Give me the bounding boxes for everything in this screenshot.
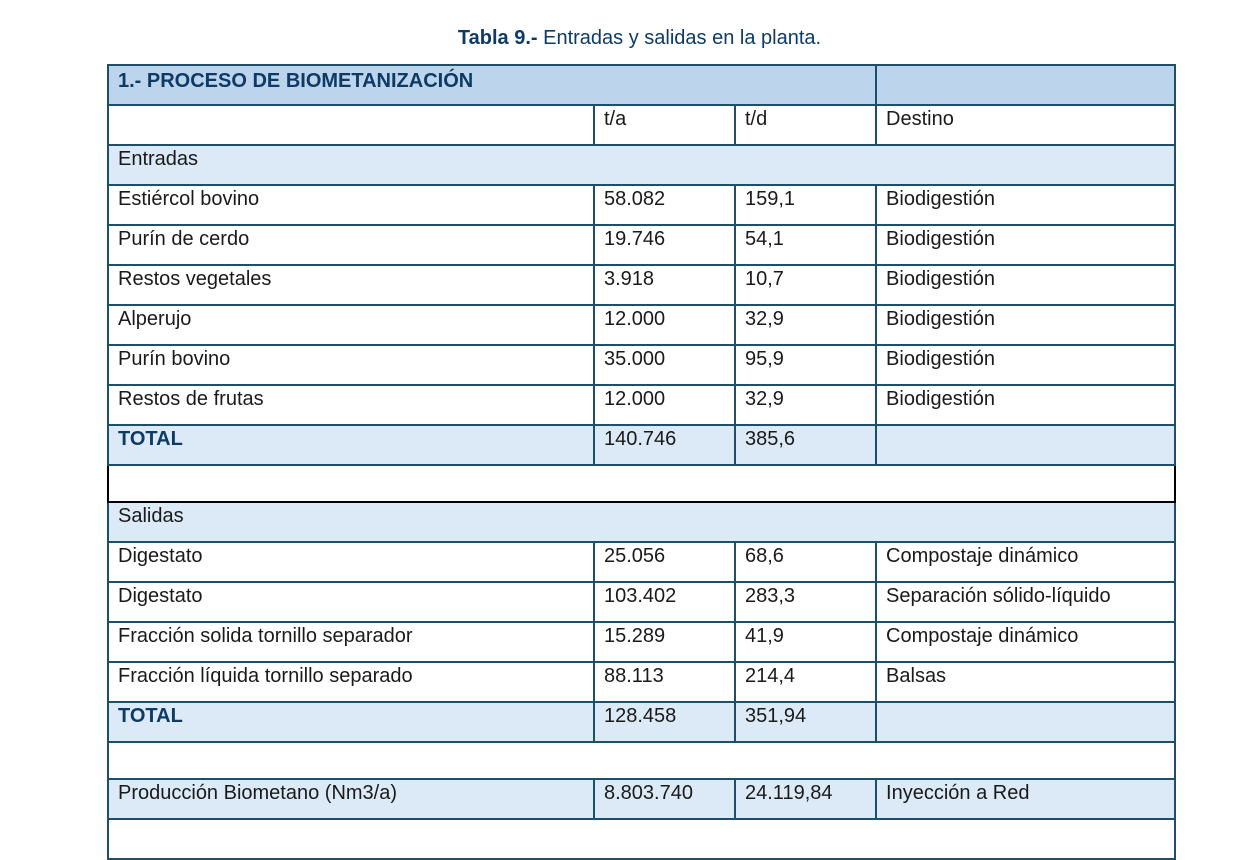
produccion-td: 24.119,84: [735, 779, 876, 819]
row-destino: Separación sólido-líquido: [876, 582, 1175, 622]
row-name: Alperujo: [108, 305, 594, 345]
row-td: 68,6: [735, 542, 876, 582]
row-destino: Biodigestión: [876, 305, 1175, 345]
row-ta: 12.000: [594, 305, 735, 345]
total-td: 385,6: [735, 425, 876, 465]
column-header-row: [108, 105, 1175, 145]
entradas-total-row: [108, 425, 1175, 465]
section-title: 1.- PROCESO DE BIOMETANIZACIÓN: [108, 65, 876, 105]
salidas-total-row: [108, 702, 1175, 742]
row-ta: 3.918: [594, 265, 735, 305]
spacer-row: [108, 465, 1175, 502]
spacer-cell: [108, 742, 1175, 779]
total-ta: 140.746: [594, 425, 735, 465]
row-destino: Compostaje dinámico: [876, 542, 1175, 582]
section-header-empty: [876, 65, 1175, 105]
salidas-band: [108, 502, 1175, 542]
spacer-cell: [108, 465, 1175, 502]
trailing-cell: [108, 819, 1175, 859]
row-destino: Compostaje dinámico: [876, 622, 1175, 662]
column-header-empty: [108, 105, 594, 145]
table-row: [108, 345, 1175, 385]
column-header-ta: t/a: [594, 105, 735, 145]
row-destino: Biodigestión: [876, 385, 1175, 425]
row-td: 32,9: [735, 385, 876, 425]
row-ta: 19.746: [594, 225, 735, 265]
total-destino-empty: [876, 702, 1175, 742]
table-row: [108, 305, 1175, 345]
column-header-destino: Destino: [876, 105, 1175, 145]
row-name: Digestato: [108, 582, 594, 622]
row-td: 41,9: [735, 622, 876, 662]
caption-prefix: Tabla 9.-: [457, 27, 538, 49]
salidas-label: Salidas: [108, 502, 1175, 542]
table-row: [108, 185, 1175, 225]
row-td: 54,1: [735, 225, 876, 265]
row-destino: Biodigestión: [876, 225, 1175, 265]
column-header-td: t/d: [735, 105, 876, 145]
table-row: [108, 225, 1175, 265]
row-name: Fracción líquida tornillo separado: [108, 662, 594, 702]
row-td: 95,9: [735, 345, 876, 385]
produccion-ta: 8.803.740: [594, 779, 735, 819]
total-label: TOTAL: [108, 702, 594, 742]
total-label: TOTAL: [108, 425, 594, 465]
row-name: Fracción solida tornillo separador: [108, 622, 594, 662]
entradas-label: Entradas: [108, 145, 1175, 185]
total-td: 351,94: [735, 702, 876, 742]
row-name: Purín de cerdo: [108, 225, 594, 265]
row-td: 159,1: [735, 185, 876, 225]
row-ta: 25.056: [594, 542, 735, 582]
produccion-row: [108, 779, 1175, 819]
row-name: Digestato: [108, 542, 594, 582]
total-ta: 128.458: [594, 702, 735, 742]
table-row: [108, 662, 1175, 702]
row-td: 214,4: [735, 662, 876, 702]
table-caption: [0, 27, 1239, 50]
row-name: Purín bovino: [108, 345, 594, 385]
row-ta: 103.402: [594, 582, 735, 622]
trailing-row: [108, 819, 1175, 859]
row-name: Restos de frutas: [108, 385, 594, 425]
table-row: [108, 385, 1175, 425]
row-ta: 88.113: [594, 662, 735, 702]
row-ta: 58.082: [594, 185, 735, 225]
produccion-destino: Inyección a Red: [876, 779, 1175, 819]
produccion-name: Producción Biometano (Nm3/a): [108, 779, 594, 819]
table-row: [108, 265, 1175, 305]
row-td: 10,7: [735, 265, 876, 305]
entradas-band: [108, 145, 1175, 185]
section-header-row: [108, 65, 1175, 105]
caption-text: Entradas y salidas en la planta.: [543, 27, 822, 49]
row-ta: 35.000: [594, 345, 735, 385]
row-ta: 12.000: [594, 385, 735, 425]
row-destino: Balsas: [876, 662, 1175, 702]
inputs-outputs-table: [107, 64, 1176, 860]
table-row: [108, 542, 1175, 582]
row-name: Estiércol bovino: [108, 185, 594, 225]
total-destino-empty: [876, 425, 1175, 465]
table-row: [108, 582, 1175, 622]
row-ta: 15.289: [594, 622, 735, 662]
row-td: 32,9: [735, 305, 876, 345]
row-td: 283,3: [735, 582, 876, 622]
row-destino: Biodigestión: [876, 345, 1175, 385]
row-destino: Biodigestión: [876, 265, 1175, 305]
row-name: Restos vegetales: [108, 265, 594, 305]
spacer-row: [108, 742, 1175, 779]
row-destino: Biodigestión: [876, 185, 1175, 225]
table-row: [108, 622, 1175, 662]
